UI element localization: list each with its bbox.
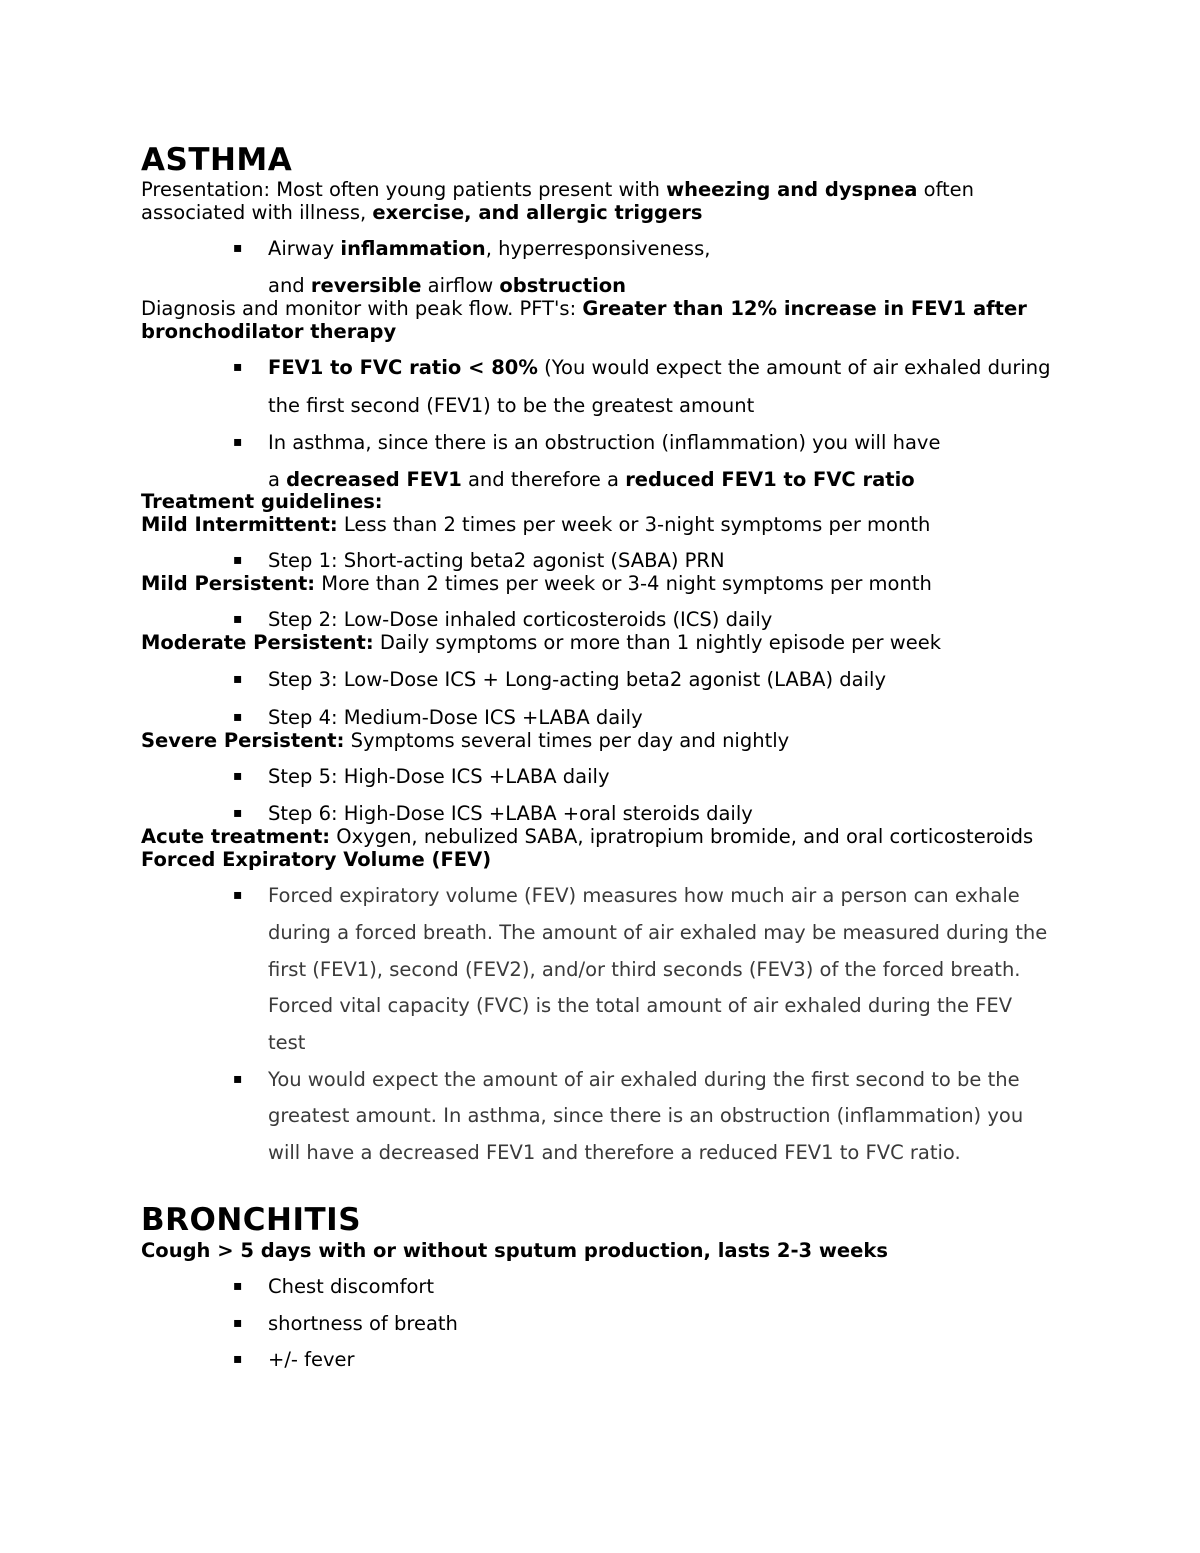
step-5: Step 5: High-Dose ICS +LABA daily <box>268 765 610 788</box>
fev-desc-line-3: first (FEV1), second (FEV2), and/or third seconds (FEV3) of the forced breath. <box>268 958 1021 981</box>
bullet-icon: ▪ <box>233 887 243 903</box>
bronchitis-item: Chest discomfort <box>268 1275 435 1298</box>
bullet-icon: ▪ <box>233 1278 243 1294</box>
step-4: Step 4: Medium-Dose ICS +LABA daily <box>268 706 643 729</box>
bronchitis-item: shortness of breath <box>268 1312 458 1335</box>
bullet-icon: ▪ <box>233 552 243 568</box>
bullet-icon: ▪ <box>233 611 243 627</box>
bronchitis-item: +/- fever <box>268 1348 355 1371</box>
fev-desc-line-2: during a forced breath. The amount of air exhaled may be measured during the <box>268 921 1048 944</box>
airway-line-1: Airway inflammation, hyperresponsiveness, <box>268 237 711 260</box>
fev-heading: Forced Expiratory Volume (FEV) <box>141 848 492 871</box>
bullet-icon: ▪ <box>233 240 243 256</box>
presentation-line-1: Presentation: Most often young patients present with wheezing and dyspnea often <box>141 178 975 201</box>
airway-line-2: and reversible airflow obstruction <box>268 274 627 297</box>
fev-desc-line-1: Forced expiratory volume (FEV) measures how much air a person can exhale <box>268 884 1020 907</box>
bullet-icon: ▪ <box>233 434 243 450</box>
mild-intermittent: Mild Intermittent: Less than 2 times per week or 3-night symptoms per month <box>141 513 931 536</box>
bullet-icon: ▪ <box>233 1315 243 1331</box>
fev-desc-line-5: test <box>268 1031 306 1054</box>
fev-ratio-line-1: FEV1 to FVC ratio < 80% (You would expect the amount of air exhaled during <box>268 356 1051 379</box>
moderate-persistent: Moderate Persistent: Daily symptoms or more than 1 nightly episode per week <box>141 631 941 654</box>
fev-expect-line-1: You would expect the amount of air exhaled during the first second to be the <box>268 1068 1020 1091</box>
obstruction-line-2: a decreased FEV1 and therefore a reduced FEV1 to FVC ratio <box>268 468 915 491</box>
bullet-icon: ▪ <box>233 1071 243 1087</box>
bullet-icon: ▪ <box>233 671 243 687</box>
fev-expect-line-3: will have a decreased FEV1 and therefore a reduced FEV1 to FVC ratio. <box>268 1141 961 1164</box>
bullet-icon: ▪ <box>233 768 243 784</box>
fev-ratio-line-2: the first second (FEV1) to be the greatest amount <box>268 394 755 417</box>
step-3: Step 3: Low-Dose ICS + Long-acting beta2 agonist (LABA) daily <box>268 668 886 691</box>
bullet-icon: ▪ <box>233 805 243 821</box>
step-1: Step 1: Short-acting beta2 agonist (SABA) PRN <box>268 549 725 572</box>
bullet-icon: ▪ <box>233 1351 243 1367</box>
severe-persistent: Severe Persistent: Symptoms several times per day and nightly <box>141 729 790 752</box>
treatment-heading: Treatment guidelines: <box>141 490 383 513</box>
mild-persistent: Mild Persistent: More than 2 times per week or 3-4 night symptoms per month <box>141 572 932 595</box>
diagnosis-line-2: bronchodilator therapy <box>141 320 397 343</box>
presentation-line-2: associated with illness, exercise, and allergic triggers <box>141 201 703 224</box>
bullet-icon: ▪ <box>233 709 243 725</box>
step-2: Step 2: Low-Dose inhaled corticosteroids (ICS) daily <box>268 608 773 631</box>
obstruction-line-1: In asthma, since there is an obstruction (inflammation) you will have <box>268 431 941 454</box>
diagnosis-line-1: Diagnosis and monitor with peak flow. PFT's: Greater than 12% increase in FEV1 after <box>141 297 1027 320</box>
bullet-icon: ▪ <box>233 359 243 375</box>
bronchitis-title: BRONCHITIS <box>141 1202 362 1238</box>
bronchitis-cough: Cough > 5 days with or without sputum production, lasts 2-3 weeks <box>141 1239 888 1262</box>
fev-expect-line-2: greatest amount. In asthma, since there is an obstruction (inflammation) you <box>268 1104 1024 1127</box>
asthma-title: ASTHMA <box>141 142 293 178</box>
acute-treatment: Acute treatment: Oxygen, nebulized SABA, ipratropium bromide, and oral corticosteroids <box>141 825 1034 848</box>
step-6: Step 6: High-Dose ICS +LABA +oral steroids daily <box>268 802 753 825</box>
fev-desc-line-4: Forced vital capacity (FVC) is the total amount of air exhaled during the FEV <box>268 994 1013 1017</box>
